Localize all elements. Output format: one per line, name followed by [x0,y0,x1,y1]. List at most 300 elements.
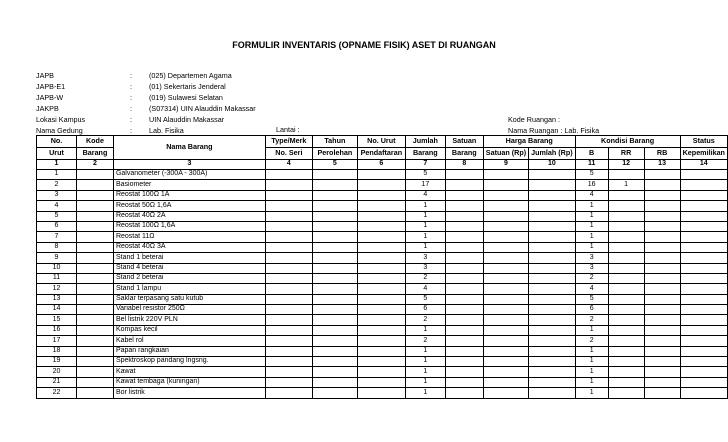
cell-tahun [312,294,357,304]
cell-nama-barang: Galvanometer (-300A - 300A) [113,170,265,180]
cell-no: 8 [37,242,77,252]
cell-harga-satuan [483,201,528,211]
cell-nama-barang: Variabel resistor 250Ω [113,305,265,315]
column-number: 1 [37,160,77,170]
cell-harga-jumlah [529,221,576,231]
cell-tahun [312,367,357,377]
cell-status [680,294,727,304]
cell-kondisi-b: 5 [575,294,608,304]
cell-no-urut [357,263,405,273]
cell-no: 22 [37,388,77,398]
cell-harga-jumlah [529,346,576,356]
cell-kondisi-rb [644,180,680,190]
header-urut: Urut [37,148,77,160]
header-harga-jumlah: Jumlah (Rp) [529,148,576,160]
cell-nama-barang: Kabel rol [113,336,265,346]
cell-satuan [445,325,483,335]
info-block [36,70,456,136]
cell-nama-barang: Reostat 50Ω 1,6A [113,201,265,211]
info-row [36,92,456,103]
cell-no: 17 [37,336,77,346]
cell-harga-satuan [483,284,528,294]
cell-harga-jumlah [529,367,576,377]
cell-kondisi-rb [644,346,680,356]
cell-satuan [445,315,483,325]
column-number: 10 [529,160,576,170]
cell-no-urut [357,253,405,263]
header-b: B [575,148,608,160]
cell-no: 10 [37,263,77,273]
lantai-label: Lantai : [276,125,300,134]
inventory-table [36,135,728,399]
cell-harga-jumlah [529,325,576,335]
cell-harga-jumlah [529,336,576,346]
header-rb: RB [644,148,680,160]
cell-kondisi-rr [608,315,644,325]
cell-type-merk [265,232,312,242]
cell-kode-barang [76,346,113,356]
cell-type-merk [265,242,312,252]
cell-kode-barang [76,325,113,335]
table-row [37,315,728,325]
header-kondisi-barang: Kondisi Barang [575,136,680,148]
cell-kode-barang [76,294,113,304]
cell-no-urut [357,284,405,294]
cell-harga-jumlah [529,357,576,367]
cell-harga-jumlah [529,253,576,263]
cell-kondisi-b: 1 [575,221,608,231]
cell-jumlah: 1 [405,325,445,335]
cell-harga-satuan [483,315,528,325]
cell-kondisi-b: 2 [575,273,608,283]
cell-no-urut [357,201,405,211]
cell-satuan [445,357,483,367]
cell-harga-satuan [483,325,528,335]
cell-kondisi-b: 16 [575,180,608,190]
cell-harga-jumlah [529,180,576,190]
cell-satuan [445,377,483,387]
cell-jumlah: 4 [405,190,445,200]
cell-status [680,232,727,242]
cell-kondisi-rb [644,170,680,180]
cell-jumlah: 1 [405,242,445,252]
cell-kondisi-b: 1 [575,201,608,211]
cell-tahun [312,284,357,294]
cell-nama-barang: Kawat [113,367,265,377]
cell-tahun [312,336,357,346]
info-sep: : [130,115,132,124]
cell-kondisi-rb [644,263,680,273]
cell-type-merk [265,294,312,304]
cell-no-urut [357,315,405,325]
cell-nama-barang: Basiometer [113,180,265,190]
header-row [37,136,728,148]
cell-satuan [445,284,483,294]
cell-kondisi-b: 1 [575,232,608,242]
cell-status [680,325,727,335]
cell-kondisi-rb [644,211,680,221]
cell-satuan [445,170,483,180]
cell-harga-satuan [483,190,528,200]
cell-kode-barang [76,388,113,398]
cell-type-merk [265,315,312,325]
cell-status [680,190,727,200]
info-value: (S07314) UIN Alauddin Makassar [149,104,256,113]
cell-kode-barang [76,263,113,273]
cell-nama-barang: Stand 4 beterai [113,263,265,273]
cell-status [680,273,727,283]
table-row [37,201,728,211]
cell-type-merk [265,253,312,263]
cell-type-merk [265,201,312,211]
info-row [36,81,456,92]
table-row [37,211,728,221]
cell-harga-jumlah [529,211,576,221]
cell-kode-barang [76,190,113,200]
cell-jumlah: 2 [405,336,445,346]
table-row [37,346,728,356]
cell-kondisi-rr [608,170,644,180]
cell-no: 5 [37,211,77,221]
info-value: UIN Alauddin Makassar [149,115,225,124]
cell-harga-jumlah [529,315,576,325]
cell-kondisi-b: 1 [575,211,608,221]
cell-status [680,377,727,387]
cell-status [680,263,727,273]
table-row [37,232,728,242]
cell-kode-barang [76,232,113,242]
header-satuan-barang: Barang [445,148,483,160]
column-number: 9 [483,160,528,170]
cell-jumlah: 1 [405,388,445,398]
cell-kode-barang [76,211,113,221]
cell-satuan [445,294,483,304]
cell-kondisi-rr [608,336,644,346]
cell-nama-barang: Reostat 100Ω 1,6A [113,221,265,231]
cell-tahun [312,170,357,180]
header-no: No. [37,136,77,148]
cell-kondisi-rr [608,388,644,398]
cell-kondisi-rb [644,357,680,367]
cell-no: 14 [37,305,77,315]
cell-kode-barang [76,284,113,294]
cell-kondisi-rr [608,367,644,377]
cell-nama-barang: Spektroskop pandang lngsng. [113,357,265,367]
cell-no-urut [357,242,405,252]
cell-jumlah: 5 [405,170,445,180]
table-row [37,305,728,315]
cell-harga-jumlah [529,201,576,211]
cell-status [680,170,727,180]
cell-tahun [312,388,357,398]
column-number: 14 [680,160,727,170]
cell-kondisi-rr [608,294,644,304]
cell-type-merk [265,346,312,356]
cell-no-urut [357,190,405,200]
cell-no-urut [357,388,405,398]
cell-no: 3 [37,190,77,200]
cell-jumlah: 1 [405,232,445,242]
cell-type-merk [265,273,312,283]
cell-kondisi-b: 3 [575,253,608,263]
cell-jumlah: 1 [405,221,445,231]
cell-type-merk [265,284,312,294]
cell-kode-barang [76,242,113,252]
cell-no-urut [357,221,405,231]
cell-kondisi-b: 3 [575,263,608,273]
cell-kode-barang [76,336,113,346]
cell-satuan [445,336,483,346]
column-number: 2 [76,160,113,170]
cell-no: 15 [37,315,77,325]
cell-status [680,211,727,221]
cell-kode-barang [76,170,113,180]
cell-type-merk [265,336,312,346]
cell-kondisi-rb [644,367,680,377]
header-type-merk: Type/Merk [265,136,312,148]
cell-kondisi-rr [608,305,644,315]
cell-kondisi-rb [644,232,680,242]
cell-status [680,201,727,211]
cell-no: 6 [37,221,77,231]
cell-kondisi-rr [608,357,644,367]
cell-no: 13 [37,294,77,304]
table-row [37,388,728,398]
cell-harga-satuan [483,253,528,263]
cell-kondisi-rr [608,346,644,356]
cell-jumlah: 3 [405,263,445,273]
cell-no-urut [357,346,405,356]
cell-harga-jumlah [529,294,576,304]
cell-tahun [312,263,357,273]
cell-status [680,336,727,346]
cell-satuan [445,180,483,190]
cell-nama-barang: Saklar terpasang satu kutub [113,294,265,304]
header-nama-barang: Nama Barang [113,136,265,160]
cell-harga-satuan [483,305,528,315]
cell-jumlah: 2 [405,315,445,325]
table-row [37,190,728,200]
nama-ruangan-label: Nama Ruangan : Lab. Fisika [508,126,600,135]
cell-tahun [312,180,357,190]
cell-kondisi-b: 1 [575,388,608,398]
cell-type-merk [265,305,312,315]
cell-type-merk [265,367,312,377]
cell-no-urut [357,305,405,315]
cell-no: 18 [37,346,77,356]
cell-kondisi-b: 2 [575,336,608,346]
column-number: 12 [608,160,644,170]
cell-type-merk [265,180,312,190]
cell-kode-barang [76,315,113,325]
cell-kondisi-rb [644,336,680,346]
cell-kondisi-b: 2 [575,315,608,325]
table-row [37,263,728,273]
cell-status [680,221,727,231]
cell-no: 1 [37,170,77,180]
info-sep: : [130,71,132,80]
cell-satuan [445,305,483,315]
info-row [36,114,456,125]
cell-kondisi-rb [644,242,680,252]
cell-tahun [312,377,357,387]
cell-harga-satuan [483,170,528,180]
cell-harga-jumlah [529,388,576,398]
cell-no-urut [357,325,405,335]
cell-no-urut [357,232,405,242]
header-rr: RR [608,148,644,160]
cell-no-urut [357,170,405,180]
cell-no: 16 [37,325,77,335]
cell-status [680,180,727,190]
cell-jumlah: 1 [405,357,445,367]
cell-harga-jumlah [529,273,576,283]
cell-no-urut [357,357,405,367]
column-number: 4 [265,160,312,170]
cell-harga-satuan [483,273,528,283]
table-row [37,357,728,367]
cell-tahun [312,232,357,242]
table-row [37,325,728,335]
cell-no: 7 [37,232,77,242]
cell-no-urut [357,294,405,304]
cell-kondisi-rb [644,305,680,315]
cell-satuan [445,221,483,231]
info-key: JAPB-E1 [36,82,66,91]
cell-kondisi-b: 5 [575,170,608,180]
column-number: 7 [405,160,445,170]
cell-nama-barang: Stand 1 beterai [113,253,265,263]
header-kode: Kode [76,136,113,148]
cell-no-urut [357,367,405,377]
cell-kondisi-rb [644,190,680,200]
cell-tahun [312,315,357,325]
cell-harga-jumlah [529,284,576,294]
info-key: Lokasi Kampus [36,115,86,124]
info-key: JAPB [36,71,54,80]
cell-jumlah: 5 [405,294,445,304]
cell-kondisi-rb [644,315,680,325]
cell-kondisi-rb [644,221,680,231]
cell-harga-satuan [483,336,528,346]
cell-kondisi-rb [644,377,680,387]
cell-kondisi-b: 1 [575,242,608,252]
cell-no-urut [357,336,405,346]
cell-kondisi-rb [644,253,680,263]
table-row [37,221,728,231]
table-row [37,377,728,387]
info-value: (025) Departemen Agama [149,71,232,80]
cell-type-merk [265,211,312,221]
cell-harga-satuan [483,367,528,377]
cell-kondisi-rb [644,273,680,283]
cell-jumlah: 6 [405,305,445,315]
cell-harga-satuan [483,242,528,252]
table-row [37,170,728,180]
table-row [37,253,728,263]
cell-kondisi-b: 1 [575,357,608,367]
cell-nama-barang: Reostat 100Ω 1A [113,190,265,200]
cell-nama-barang: Papan rangkaian [113,346,265,356]
cell-type-merk [265,377,312,387]
cell-satuan [445,388,483,398]
table-row [37,242,728,252]
cell-tahun [312,325,357,335]
cell-kondisi-b: 6 [575,305,608,315]
cell-satuan [445,253,483,263]
header-tahun: Tahun [312,136,357,148]
cell-harga-satuan [483,377,528,387]
table-row [37,336,728,346]
cell-kode-barang [76,180,113,190]
cell-satuan [445,211,483,221]
table-body [37,170,728,399]
cell-kondisi-rr [608,201,644,211]
cell-kondisi-rb [644,294,680,304]
cell-status [680,367,727,377]
table-row [37,284,728,294]
cell-nama-barang: Reostat 40Ω 2A [113,211,265,221]
cell-tahun [312,211,357,221]
column-number: 11 [575,160,608,170]
cell-status [680,253,727,263]
cell-satuan [445,242,483,252]
header-satuan: Satuan [445,136,483,148]
header-perolehan: Perolehan [312,148,357,160]
header-no-seri: No. Seri [265,148,312,160]
cell-tahun [312,305,357,315]
cell-no: 19 [37,357,77,367]
cell-no-urut [357,273,405,283]
info-row [36,70,456,81]
cell-kondisi-rr [608,253,644,263]
cell-kondisi-b: 1 [575,346,608,356]
cell-harga-jumlah [529,190,576,200]
cell-kondisi-rb [644,325,680,335]
cell-tahun [312,253,357,263]
cell-satuan [445,273,483,283]
header-jumlah: Jumlah [405,136,445,148]
header-no-urut: No. Urut [357,136,405,148]
info-row [36,103,456,114]
header-pendaftaran: Pendaftaran [357,148,405,160]
cell-no: 2 [37,180,77,190]
cell-nama-barang: Bor listrik [113,388,265,398]
cell-type-merk [265,357,312,367]
cell-kode-barang [76,377,113,387]
cell-status [680,357,727,367]
cell-kondisi-b: 1 [575,325,608,335]
cell-no: 4 [37,201,77,211]
cell-satuan [445,190,483,200]
cell-type-merk [265,221,312,231]
cell-type-merk [265,170,312,180]
cell-kondisi-b: 4 [575,284,608,294]
cell-kondisi-rb [644,284,680,294]
cell-harga-satuan [483,221,528,231]
info-sep: : [130,82,132,91]
cell-no-urut [357,377,405,387]
cell-kondisi-rr [608,263,644,273]
cell-type-merk [265,190,312,200]
cell-nama-barang: Reostat 11Ω [113,232,265,242]
cell-harga-satuan [483,263,528,273]
cell-satuan [445,346,483,356]
cell-harga-jumlah [529,377,576,387]
cell-tahun [312,357,357,367]
cell-status [680,315,727,325]
cell-status [680,242,727,252]
